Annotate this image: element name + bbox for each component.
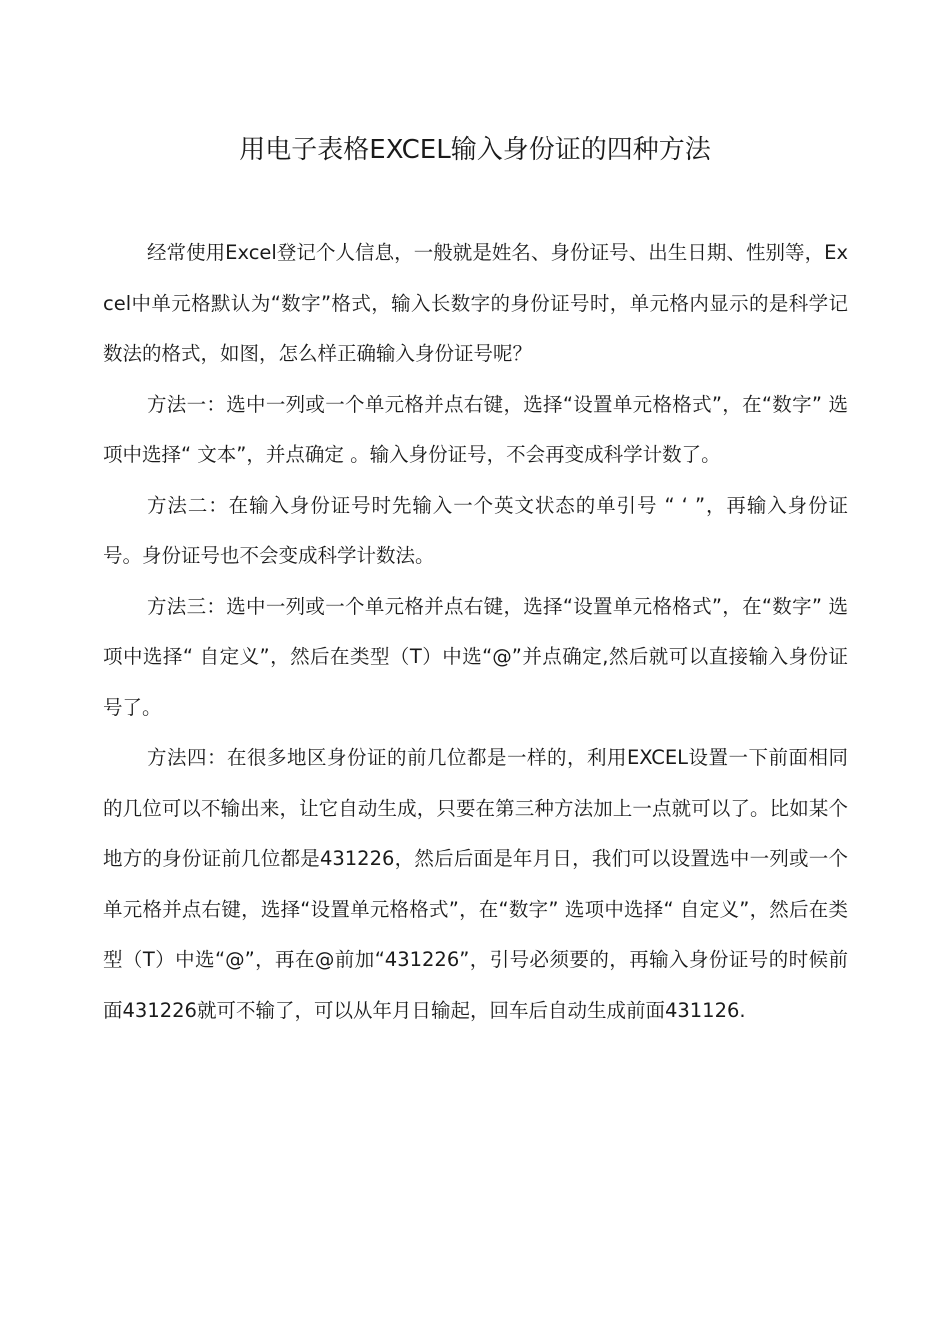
document-title: 用电子表格EXCEL输入身份证的四种方法 [239,135,711,165]
paragraph-method-3: 方法三：选中一列或一个单元格并点右键，选择“设置单元格格式”，在“数字” 选项中选择“ 自定义”，然后在类型（T）中选“@”并点确定,然后就可以直接输入身份证号了。 [103,594,848,719]
paragraph-intro: 经常使用Excel登记个人信息，一般就是姓名、身份证号、出生日期、性别等，Excel中单元格默认为“数字”格式，输入长数字的身份证号时，单元格内显示的是科学记数法的格式，如图，怎么样正确输入身份证号呢？ [103,241,848,365]
paragraph-method-2: 方法二：在输入身份证号时先输入一个英文状态的单引号 “ ‘ ”，再输入身份证号。身份证号也不会变成科学计数法。 [103,493,848,567]
document-body [103,228,848,1036]
paragraph-method-1: 方法一：选中一列或一个单元格并点右键，选择“设置单元格格式”，在“数字” 选项中选择“ 文本”，并点确定 。输入身份证号，不会再变成科学计数了。 [103,392,848,466]
paragraph-method-4: 方法四：在很多地区身份证的前几位都是一样的，利用EXCEL设置一下前面相同的几位可以不输出来，让它自动生成，只要在第三种方法加上一点就可以了。比如某个地方的身份证前几位都是431226，然后后面是年月日，我们可以设置选中一列或一个单元格并点右键，选择“设置单元格格式”，在“数字” 选项中选择“ 自定义”，然后在类型（T）中选“@”，再在@前加“431226”，引号必须要的，再输入身份证号的时候前面431226就可不输了，可以从年月日输起，回车后自动生成前面431126. [103,746,848,1022]
